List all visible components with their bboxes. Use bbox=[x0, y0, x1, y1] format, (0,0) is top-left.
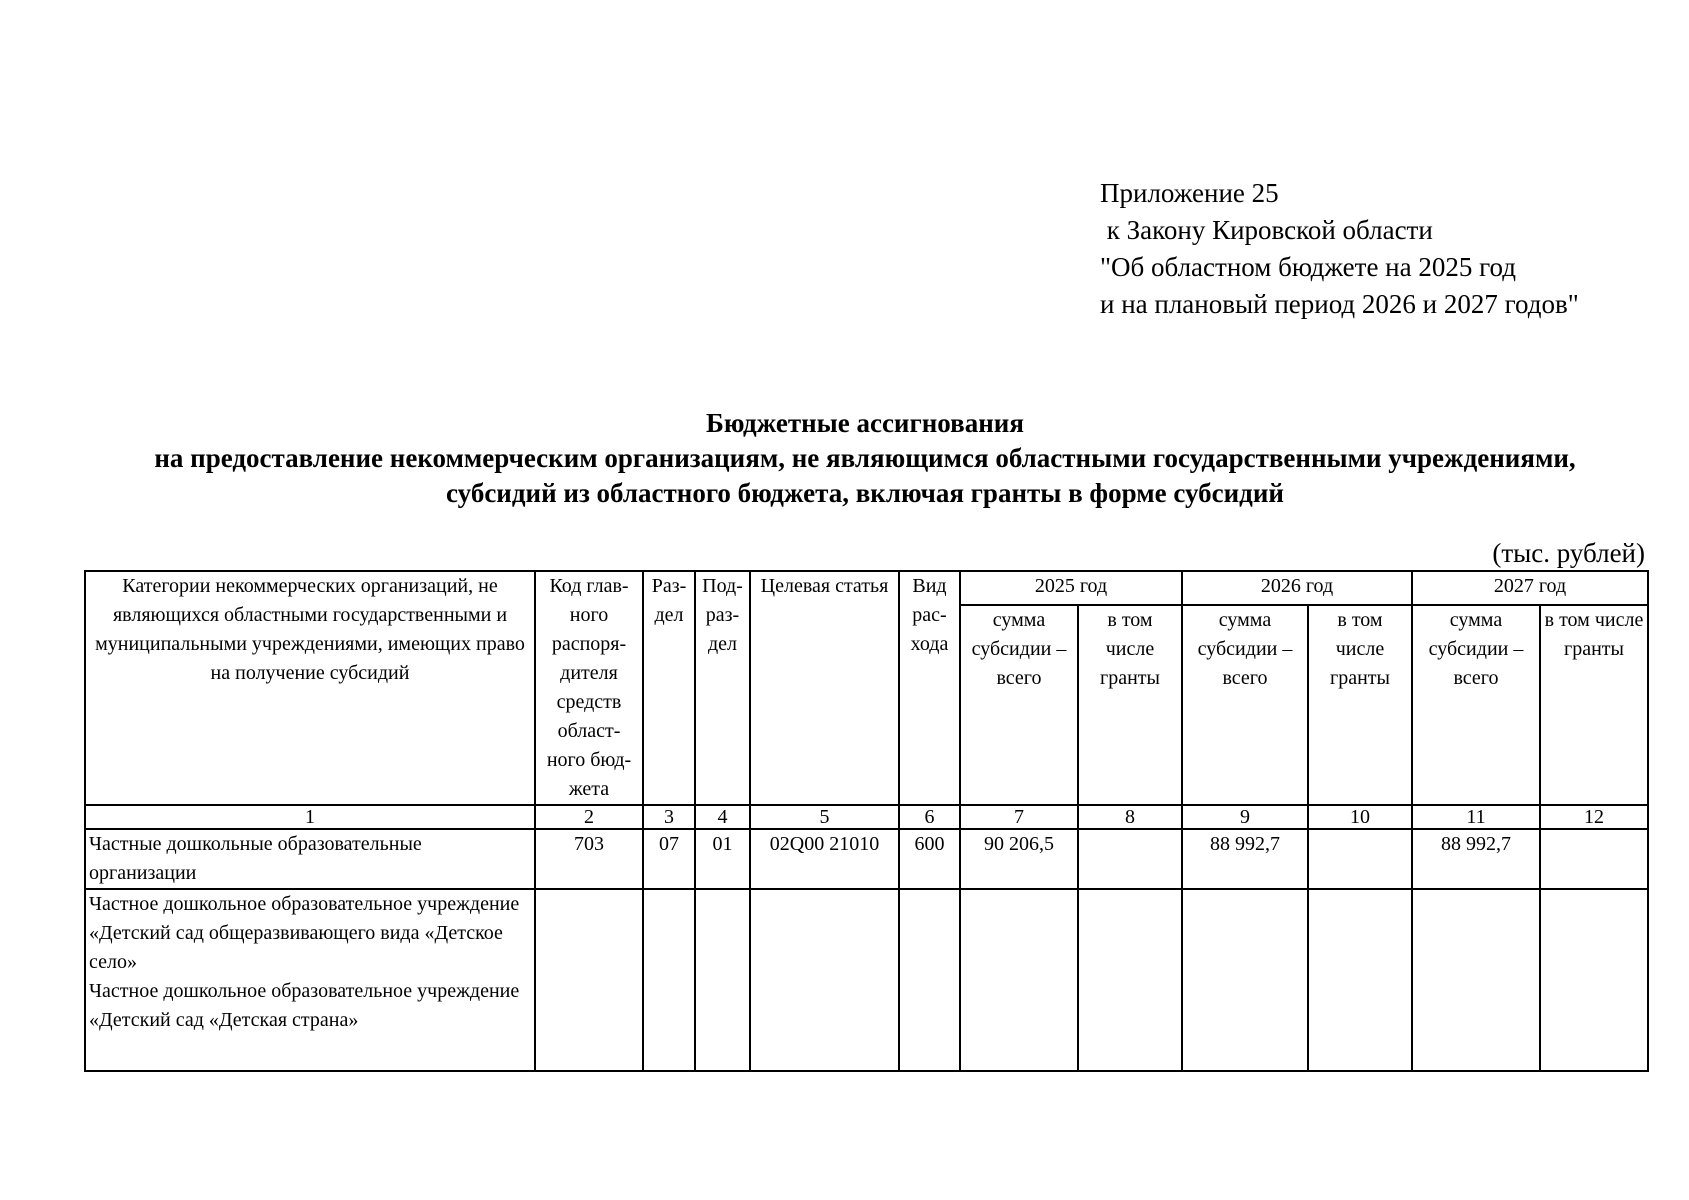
empty-cell bbox=[899, 889, 960, 1071]
appendix-line-1: Приложение 25 bbox=[1100, 178, 1279, 208]
row-type: 600 bbox=[899, 829, 960, 889]
row-code: 703 bbox=[535, 829, 643, 889]
title-line-2: на предоставление некоммерческим организациям, не являющимся областными государственными учреждениями, bbox=[154, 443, 1576, 473]
row-organizations bbox=[85, 889, 535, 1071]
header-year-2027: 2027 год bbox=[1412, 571, 1648, 605]
header-2025-sum: сумма субсидии – всего bbox=[960, 605, 1078, 805]
col-number: 12 bbox=[1540, 805, 1648, 829]
row-section: 07 bbox=[643, 829, 695, 889]
appendix-line-2: к Закону Кировской области bbox=[1100, 215, 1433, 245]
appendix-line-4: и на плановый период 2026 и 2027 годов" bbox=[1100, 289, 1579, 319]
empty-cell bbox=[695, 889, 750, 1071]
appropriations-table bbox=[84, 570, 1649, 1072]
row-2026-sum: 88 992,7 bbox=[1182, 829, 1308, 889]
organization-name: Частное дошкольное образовательное учреждение «Детский сад общеразвивающего вида «Детское село» bbox=[89, 893, 520, 973]
empty-cell bbox=[1182, 889, 1308, 1071]
row-2027-grants bbox=[1540, 829, 1648, 889]
col-number: 11 bbox=[1412, 805, 1540, 829]
col-number: 1 bbox=[85, 805, 535, 829]
header-2026-sum: сумма субсидии – всего bbox=[1182, 605, 1308, 805]
col-number: 3 bbox=[643, 805, 695, 829]
empty-cell bbox=[643, 889, 695, 1071]
header-subsection: Под-раз-дел bbox=[695, 571, 750, 805]
empty-cell bbox=[1540, 889, 1648, 1071]
document-title bbox=[40, 406, 1689, 511]
appendix-line-3: "Об областном бюджете на 2025 год bbox=[1100, 252, 1516, 282]
appendix-reference bbox=[1100, 175, 1579, 323]
organization-name: Частное дошкольное образовательное учреждение «Детский сад «Детская страна» bbox=[89, 980, 520, 1031]
header-target: Целевая статья bbox=[750, 571, 899, 805]
empty-cell bbox=[1412, 889, 1540, 1071]
header-2027-grants: в том числе гранты bbox=[1540, 605, 1648, 805]
col-number: 9 bbox=[1182, 805, 1308, 829]
header-2026-grants: в том числе гранты bbox=[1308, 605, 1412, 805]
table-row bbox=[85, 889, 1648, 1071]
table-row bbox=[85, 829, 1648, 889]
empty-cell bbox=[750, 889, 899, 1071]
empty-cell bbox=[1308, 889, 1412, 1071]
col-number: 2 bbox=[535, 805, 643, 829]
column-numbers-row bbox=[85, 805, 1648, 829]
row-target: 02Q00 21010 bbox=[750, 829, 899, 889]
row-2025-grants bbox=[1078, 829, 1182, 889]
empty-cell bbox=[960, 889, 1078, 1071]
empty-cell bbox=[1078, 889, 1182, 1071]
header-type: Вид рас-хода bbox=[899, 571, 960, 805]
header-row-1 bbox=[85, 571, 1648, 605]
row-2026-grants bbox=[1308, 829, 1412, 889]
header-2025-grants: в том числе гранты bbox=[1078, 605, 1182, 805]
row-2025-sum: 90 206,5 bbox=[960, 829, 1078, 889]
header-category: Категории некоммерческих организаций, не являющихся областными государственными и муниципальными учреждениями, имеющих право на получение субсидий bbox=[85, 571, 535, 805]
row-subsection: 01 bbox=[695, 829, 750, 889]
header-section: Раз-дел bbox=[643, 571, 695, 805]
header-year-2025: 2025 год bbox=[960, 571, 1182, 605]
col-number: 8 bbox=[1078, 805, 1182, 829]
units-label: (тыс. рублей) bbox=[1492, 538, 1645, 568]
col-number: 4 bbox=[695, 805, 750, 829]
row-2027-sum: 88 992,7 bbox=[1412, 829, 1540, 889]
title-line-3: субсидий из областного бюджета, включая гранты в форме субсидий bbox=[446, 478, 1284, 508]
row-category: Частные дошкольные образовательные организации bbox=[85, 829, 535, 889]
header-2027-sum: сумма субсидии – всего bbox=[1412, 605, 1540, 805]
header-code: Код глав-ного распоря-дителя средств област-ного бюд-жета bbox=[535, 571, 643, 805]
header-year-2026: 2026 год bbox=[1182, 571, 1412, 605]
empty-cell bbox=[535, 889, 643, 1071]
col-number: 6 bbox=[899, 805, 960, 829]
title-line-1: Бюджетные ассигнования bbox=[706, 408, 1024, 438]
col-number: 7 bbox=[960, 805, 1078, 829]
col-number: 5 bbox=[750, 805, 899, 829]
col-number: 10 bbox=[1308, 805, 1412, 829]
